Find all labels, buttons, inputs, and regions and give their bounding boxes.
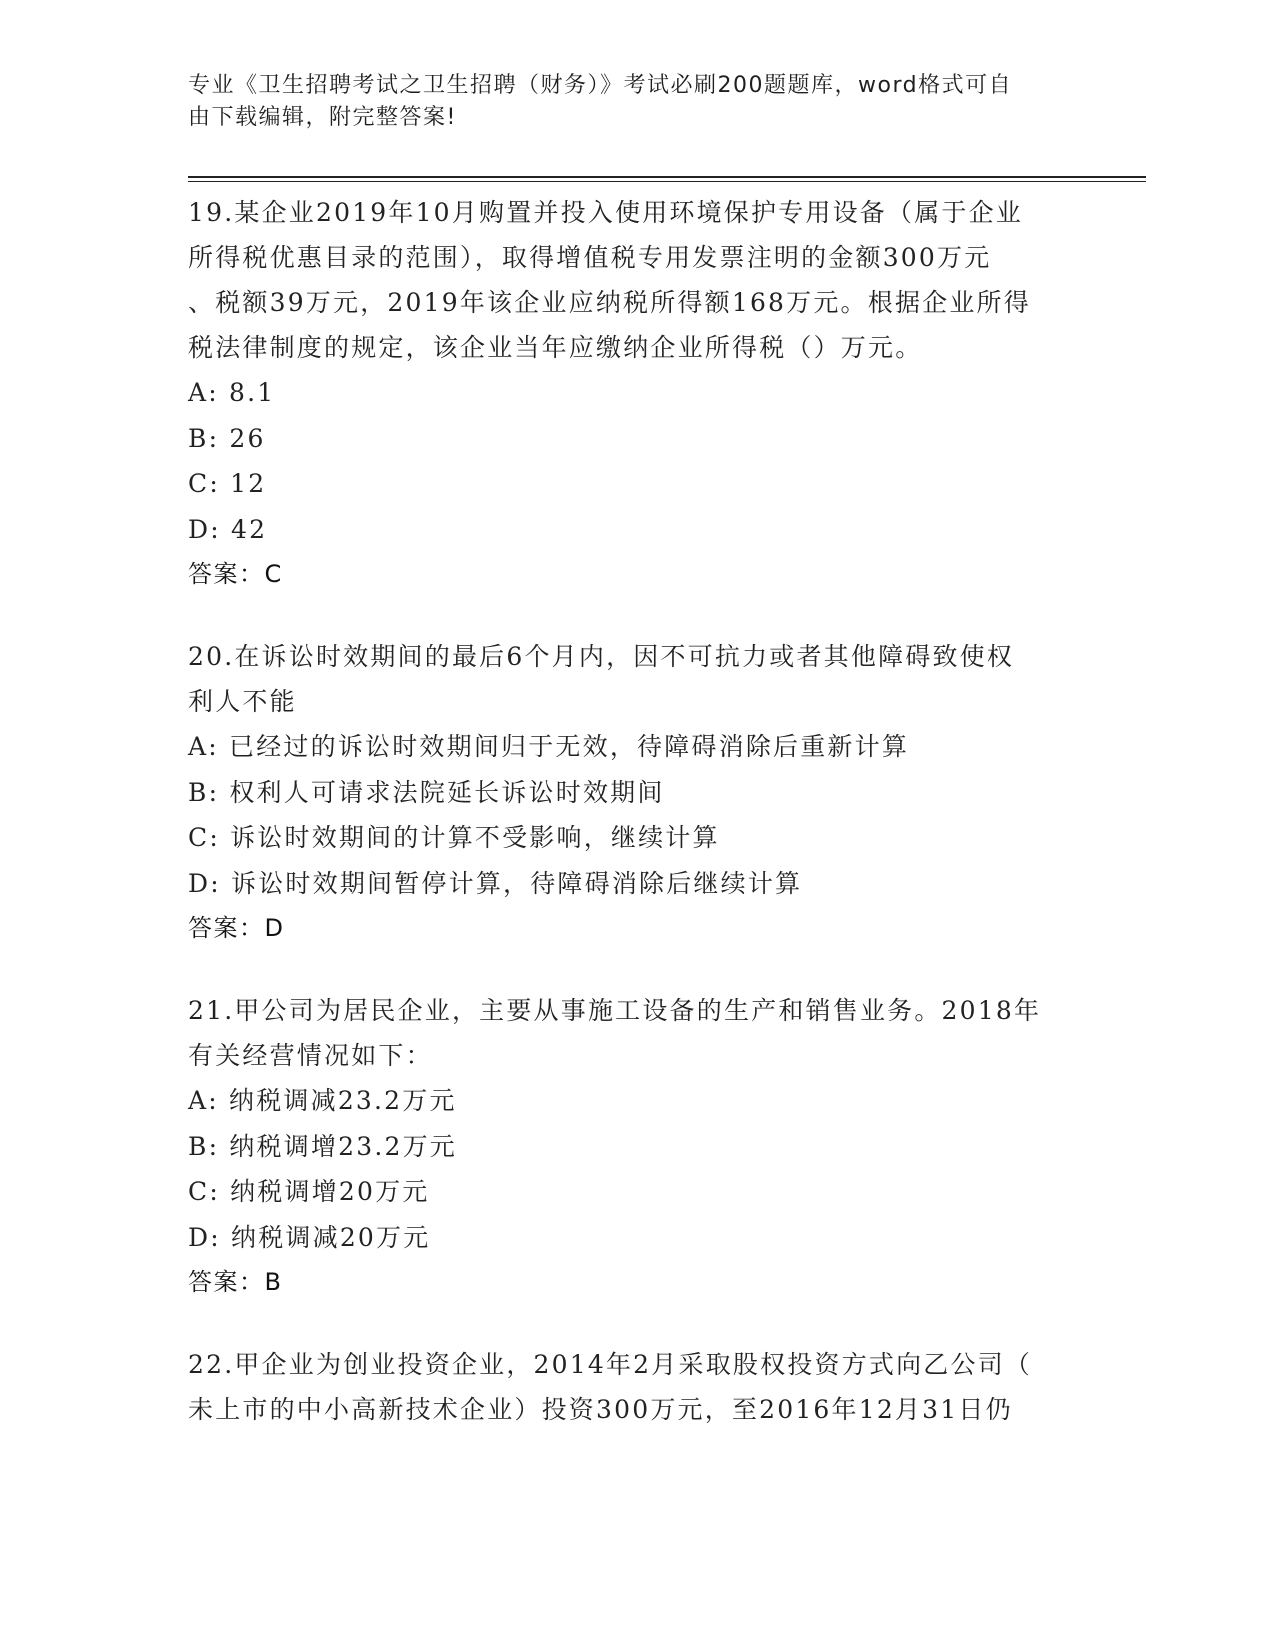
question-stem: 21.甲公司为居民企业，主要从事施工设备的生产和销售业务。2018年 有关经营情况如下： bbox=[188, 996, 1042, 1070]
option-b: B: 权利人可请求法院延长诉讼时效期间 bbox=[188, 777, 665, 807]
header-line-1: 专业《卫生招聘考试之卫生招聘（财务）》考试必刷200题题库，word格式可自 bbox=[188, 73, 1013, 98]
question-stem: 19.某企业2019年10月购置并投入使用环境保护专用设备（属于企业 所得税优惠目录的范围），取得增值税专用发票注明的金额300万元 、税额39万元，2019年该企业应纳税所得额168万元。根据企业所得 税法律制度的规定，该企业当年应缴纳企业所得税（）万元。 bbox=[188, 198, 1031, 362]
question-19 bbox=[188, 190, 1088, 596]
header-divider-thin bbox=[188, 181, 1146, 182]
question-stem: 20.在诉讼时效期间的最后6个月内，因不可抗力或者其他障碍致使权 利人不能 bbox=[188, 642, 1015, 716]
option-c: C: 纳税调增20万元 bbox=[188, 1177, 430, 1206]
option-b: B: 纳税调增23.2万元 bbox=[188, 1131, 458, 1161]
option-a: A: 8.1 bbox=[188, 378, 276, 407]
answer-label: 答案：D bbox=[188, 914, 285, 942]
answer-label: 答案：B bbox=[188, 1268, 283, 1296]
option-d: D: 42 bbox=[188, 514, 268, 544]
question-20 bbox=[188, 634, 1088, 950]
option-c: C: 诉讼时效期间的计算不受影响，继续计算 bbox=[188, 823, 720, 852]
option-c: C: 12 bbox=[188, 469, 267, 498]
question-21 bbox=[188, 988, 1088, 1304]
question-list bbox=[188, 190, 1088, 1470]
option-d: D: 诉讼时效期间暂停计算，待障碍消除后继续计算 bbox=[188, 868, 803, 898]
option-b: B: 26 bbox=[188, 423, 266, 453]
header-divider-thick bbox=[188, 176, 1146, 178]
option-d: D: 纳税调减20万元 bbox=[188, 1222, 431, 1252]
header-line-2: 由下载编辑，附完整答案! bbox=[188, 105, 457, 130]
option-a: A: 已经过的诉讼时效期间归于无效，待障碍消除后重新计算 bbox=[188, 732, 910, 761]
question-22 bbox=[188, 1342, 1088, 1432]
answer-label: 答案：C bbox=[188, 560, 283, 588]
option-a: A: 纳税调减23.2万元 bbox=[188, 1086, 457, 1115]
question-stem: 22.甲企业为创业投资企业，2014年2月采取股权投资方式向乙公司（ 未上市的中小高新技术企业）投资300万元，至2016年12月31日仍 bbox=[188, 1350, 1033, 1424]
document-header bbox=[188, 70, 1068, 134]
